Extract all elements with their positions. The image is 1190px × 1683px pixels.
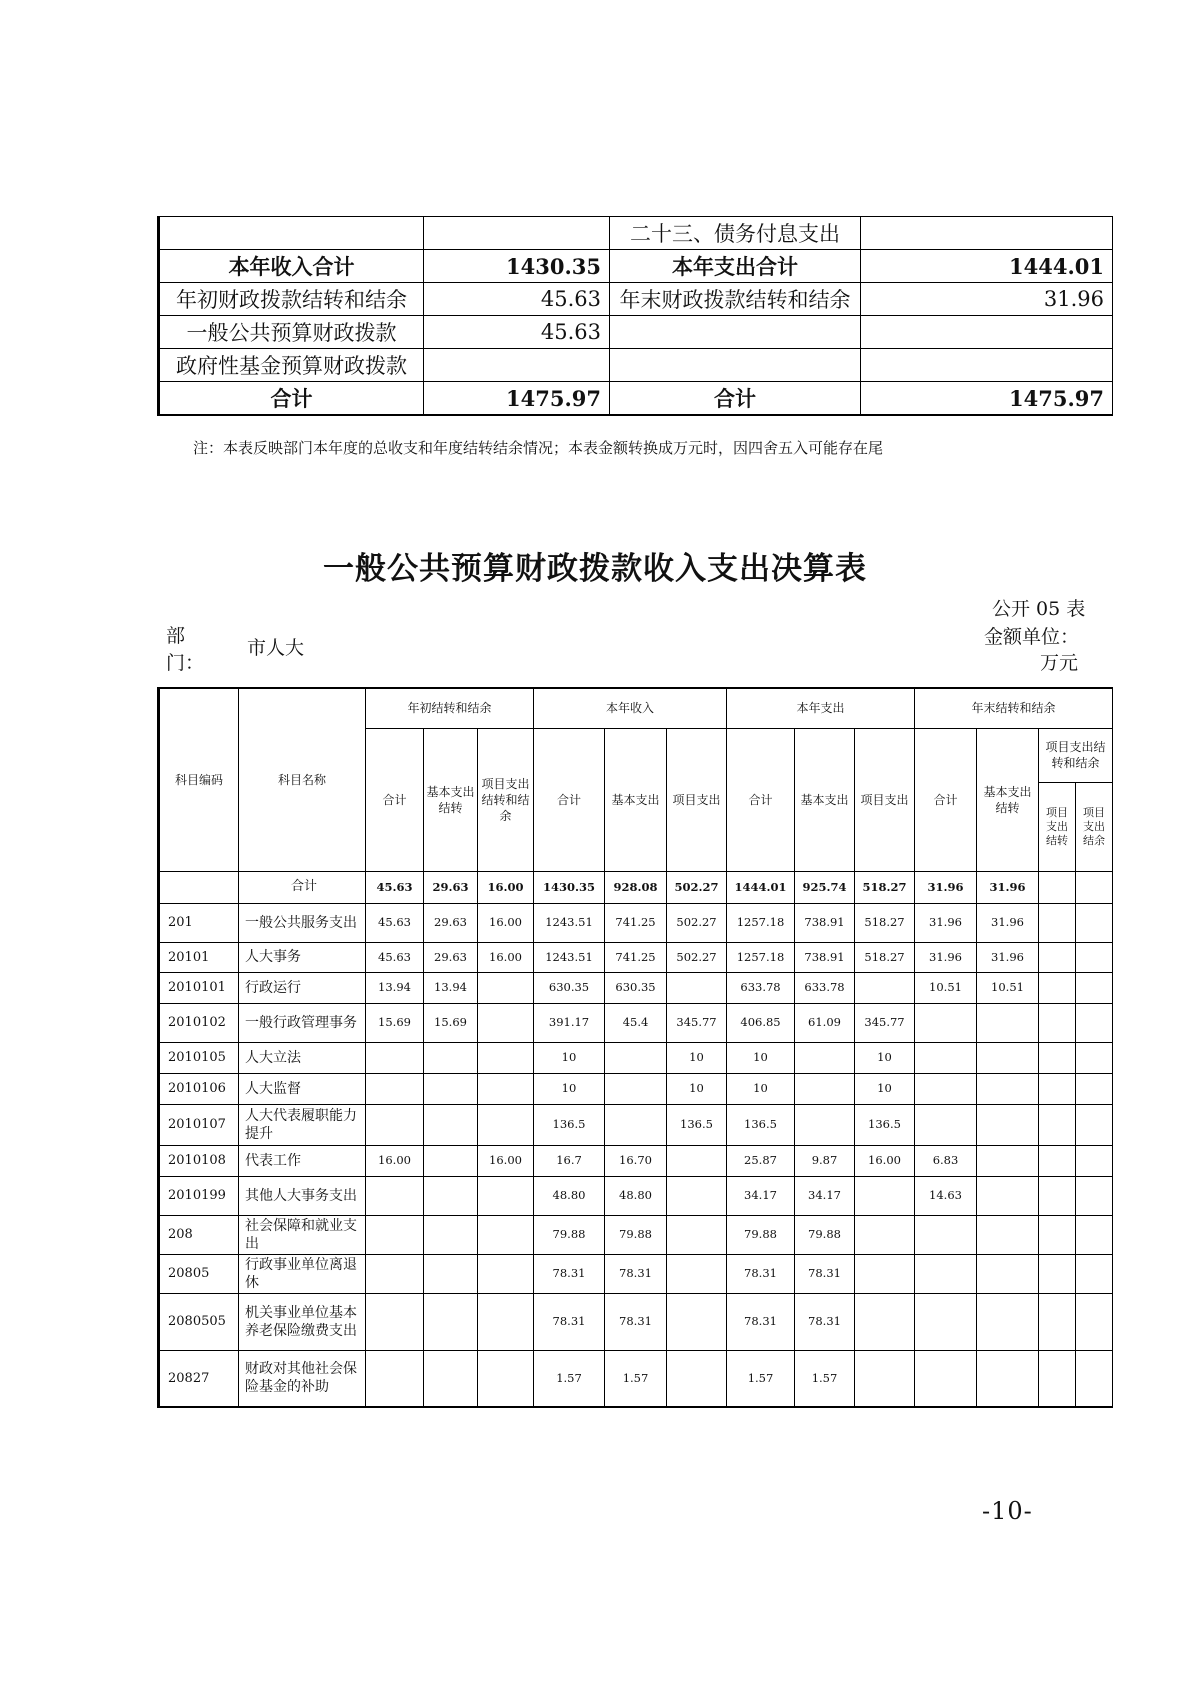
end-project-carry-cell bbox=[1039, 1042, 1076, 1073]
income-project-cell: 10 bbox=[667, 1073, 727, 1104]
end-project-carry-cell bbox=[1039, 1293, 1076, 1350]
header-expense: 本年支出 bbox=[727, 688, 915, 728]
end-basic-cell bbox=[977, 1176, 1039, 1215]
begin-project-cell bbox=[478, 1003, 534, 1042]
unit-label: 金额单位： bbox=[984, 626, 1080, 648]
begin-project-cell bbox=[478, 1350, 534, 1407]
expense-total-cell: 1444.01 bbox=[727, 871, 795, 903]
income-item-value bbox=[424, 217, 610, 250]
expense-project-cell: 10 bbox=[855, 1073, 915, 1104]
end-basic-cell bbox=[977, 1073, 1039, 1104]
subject-name: 人大代表履职能力提升 bbox=[239, 1104, 366, 1145]
expense-basic-cell: 78.31 bbox=[795, 1293, 855, 1350]
begin-basic-cell bbox=[424, 1104, 478, 1145]
begin-basic-cell bbox=[424, 1293, 478, 1350]
income-total-cell: 10 bbox=[534, 1042, 605, 1073]
income-basic-cell: 928.08 bbox=[605, 871, 667, 903]
subject-code: 2010199 bbox=[159, 1176, 239, 1215]
income-basic-cell: 78.31 bbox=[605, 1254, 667, 1293]
expense-project-cell: 345.77 bbox=[855, 1003, 915, 1042]
begin-total-cell: 13.94 bbox=[366, 972, 424, 1003]
end-basic-cell bbox=[977, 1350, 1039, 1407]
begin-project-cell bbox=[478, 1293, 534, 1350]
expense-project-cell bbox=[855, 1176, 915, 1215]
expense-item-value bbox=[861, 316, 1113, 349]
end-project-carry-cell bbox=[1039, 1215, 1076, 1254]
income-basic-cell: 630.35 bbox=[605, 972, 667, 1003]
header-end-basic: 基本支出结转 bbox=[977, 728, 1039, 871]
end-basic-cell bbox=[977, 1293, 1039, 1350]
end-project-carry-cell bbox=[1039, 1176, 1076, 1215]
income-basic-cell: 1.57 bbox=[605, 1350, 667, 1407]
end-project-surplus-cell bbox=[1076, 1293, 1113, 1350]
income-project-cell bbox=[667, 1176, 727, 1215]
expense-basic-cell: 34.17 bbox=[795, 1176, 855, 1215]
income-total-cell: 391.17 bbox=[534, 1003, 605, 1042]
income-basic-cell: 79.88 bbox=[605, 1215, 667, 1254]
income-project-cell: 502.27 bbox=[667, 903, 727, 942]
department-label-2: 门： bbox=[166, 652, 205, 674]
subject-name: 人大事务 bbox=[239, 942, 366, 972]
begin-basic-cell bbox=[424, 1350, 478, 1407]
begin-basic-cell: 15.69 bbox=[424, 1003, 478, 1042]
end-basic-cell bbox=[977, 1104, 1039, 1145]
end-project-surplus-cell bbox=[1076, 1003, 1113, 1042]
subject-name: 人大监督 bbox=[239, 1073, 366, 1104]
income-basic-cell: 45.4 bbox=[605, 1003, 667, 1042]
begin-basic-cell bbox=[424, 1176, 478, 1215]
end-total-cell: 10.51 bbox=[915, 972, 977, 1003]
end-project-carry-cell bbox=[1039, 1003, 1076, 1042]
expense-total-cell: 10 bbox=[727, 1073, 795, 1104]
expense-item-value bbox=[861, 217, 1113, 250]
table-row bbox=[159, 1176, 1113, 1215]
table-row bbox=[159, 942, 1113, 972]
end-project-carry-cell bbox=[1039, 1254, 1076, 1293]
header-income-basic: 基本支出 bbox=[605, 728, 667, 871]
table-row bbox=[159, 1215, 1113, 1254]
subject-name: 合计 bbox=[239, 871, 366, 903]
end-project-carry-cell bbox=[1039, 942, 1076, 972]
subject-code: 2010105 bbox=[159, 1042, 239, 1073]
end-project-carry-cell bbox=[1039, 972, 1076, 1003]
end-basic-cell: 31.96 bbox=[977, 942, 1039, 972]
unit-value: 万元 bbox=[1040, 652, 1079, 674]
begin-project-cell bbox=[478, 972, 534, 1003]
summary-row bbox=[159, 217, 1113, 250]
begin-total-cell bbox=[366, 1350, 424, 1407]
expense-project-cell: 16.00 bbox=[855, 1145, 915, 1176]
expense-total-cell: 633.78 bbox=[727, 972, 795, 1003]
end-basic-cell bbox=[977, 1042, 1039, 1073]
table-row bbox=[159, 1042, 1113, 1073]
expense-item-value: 31.96 bbox=[861, 283, 1113, 316]
end-basic-cell bbox=[977, 1003, 1039, 1042]
income-item-label: 本年收入合计 bbox=[159, 250, 424, 283]
income-project-cell bbox=[667, 1254, 727, 1293]
end-project-surplus-cell bbox=[1076, 1104, 1113, 1145]
end-project-carry-cell bbox=[1039, 1350, 1076, 1407]
end-basic-cell: 10.51 bbox=[977, 972, 1039, 1003]
subject-code: 20101 bbox=[159, 942, 239, 972]
summary-row bbox=[159, 382, 1113, 416]
expense-basic-cell: 633.78 bbox=[795, 972, 855, 1003]
expense-item-label bbox=[610, 349, 861, 382]
header-begin-balance: 年初结转和结余 bbox=[366, 688, 534, 728]
summary-row bbox=[159, 283, 1113, 316]
income-item-label: 一般公共预算财政拨款 bbox=[159, 316, 424, 349]
budget-table bbox=[157, 687, 1113, 1408]
end-total-cell bbox=[915, 1042, 977, 1073]
begin-total-cell bbox=[366, 1073, 424, 1104]
end-project-surplus-cell bbox=[1076, 1215, 1113, 1254]
expense-item-value bbox=[861, 349, 1113, 382]
expense-project-cell: 518.27 bbox=[855, 903, 915, 942]
expense-project-cell bbox=[855, 972, 915, 1003]
summary-row bbox=[159, 250, 1113, 283]
income-item-value: 45.63 bbox=[424, 316, 610, 349]
income-project-cell: 502.27 bbox=[667, 871, 727, 903]
income-total-cell: 1430.35 bbox=[534, 871, 605, 903]
income-basic-cell bbox=[605, 1042, 667, 1073]
begin-total-cell: 45.63 bbox=[366, 871, 424, 903]
income-project-cell: 502.27 bbox=[667, 942, 727, 972]
expense-item-label: 年末财政拨款结转和结余 bbox=[610, 283, 861, 316]
subject-name: 其他人大事务支出 bbox=[239, 1176, 366, 1215]
expense-basic-cell bbox=[795, 1104, 855, 1145]
header-begin-total: 合计 bbox=[366, 728, 424, 871]
income-total-cell: 1.57 bbox=[534, 1350, 605, 1407]
header-expense-project: 项目支出 bbox=[855, 728, 915, 871]
subject-name: 社会保障和就业支出 bbox=[239, 1215, 366, 1254]
department-name: 市人大 bbox=[247, 637, 305, 659]
income-basic-cell: 48.80 bbox=[605, 1176, 667, 1215]
expense-total-cell: 10 bbox=[727, 1042, 795, 1073]
end-total-cell bbox=[915, 1254, 977, 1293]
income-project-cell bbox=[667, 1145, 727, 1176]
subject-name: 行政运行 bbox=[239, 972, 366, 1003]
header-income-project: 项目支出 bbox=[667, 728, 727, 871]
begin-basic-cell bbox=[424, 1042, 478, 1073]
begin-basic-cell bbox=[424, 1254, 478, 1293]
begin-basic-cell: 29.63 bbox=[424, 942, 478, 972]
begin-total-cell bbox=[366, 1215, 424, 1254]
header-income: 本年收入 bbox=[534, 688, 727, 728]
end-total-cell bbox=[915, 1104, 977, 1145]
expense-project-cell bbox=[855, 1350, 915, 1407]
table-row bbox=[159, 1350, 1113, 1407]
expense-item-value: 1475.97 bbox=[861, 382, 1113, 416]
subject-name: 一般行政管理事务 bbox=[239, 1003, 366, 1042]
end-project-surplus-cell bbox=[1076, 1042, 1113, 1073]
subject-code bbox=[159, 871, 239, 903]
income-item-label: 合计 bbox=[159, 382, 424, 416]
table-row bbox=[159, 1003, 1113, 1042]
expense-basic-cell: 9.87 bbox=[795, 1145, 855, 1176]
table-row bbox=[159, 1293, 1113, 1350]
department-label-1: 部 bbox=[166, 625, 186, 647]
end-project-surplus-cell bbox=[1076, 1145, 1113, 1176]
end-project-surplus-cell bbox=[1076, 942, 1113, 972]
income-total-cell: 1243.51 bbox=[534, 903, 605, 942]
subject-code: 20805 bbox=[159, 1254, 239, 1293]
expense-project-cell: 10 bbox=[855, 1042, 915, 1073]
header-expense-total: 合计 bbox=[727, 728, 795, 871]
subject-code: 201 bbox=[159, 903, 239, 942]
end-project-carry-cell bbox=[1039, 871, 1076, 903]
header-end-project: 项目支出结转和结余 bbox=[1039, 728, 1113, 782]
end-basic-cell: 31.96 bbox=[977, 871, 1039, 903]
table-note: 注：本表反映部门本年度的总收支和年度结转结余情况；本表金额转换成万元时，因四舍五入可能存在尾 bbox=[193, 439, 884, 457]
begin-project-cell: 16.00 bbox=[478, 871, 534, 903]
income-basic-cell: 741.25 bbox=[605, 942, 667, 972]
header-end-project-surplus: 项目支出结余 bbox=[1076, 782, 1113, 871]
header-begin-basic: 基本支出结转 bbox=[424, 728, 478, 871]
end-project-surplus-cell bbox=[1076, 1073, 1113, 1104]
subject-name: 一般公共服务支出 bbox=[239, 903, 366, 942]
expense-total-cell: 25.87 bbox=[727, 1145, 795, 1176]
begin-basic-cell: 29.63 bbox=[424, 871, 478, 903]
begin-total-cell bbox=[366, 1293, 424, 1350]
begin-total-cell bbox=[366, 1254, 424, 1293]
expense-basic-cell: 925.74 bbox=[795, 871, 855, 903]
table-number: 公开 05 表 bbox=[992, 598, 1086, 620]
expense-total-cell: 406.85 bbox=[727, 1003, 795, 1042]
summary-table bbox=[157, 216, 1113, 416]
end-basic-cell bbox=[977, 1254, 1039, 1293]
expense-total-cell: 79.88 bbox=[727, 1215, 795, 1254]
income-total-cell: 78.31 bbox=[534, 1254, 605, 1293]
header-income-total: 合计 bbox=[534, 728, 605, 871]
income-total-cell: 10 bbox=[534, 1073, 605, 1104]
end-total-cell bbox=[915, 1350, 977, 1407]
table-row bbox=[159, 871, 1113, 903]
end-basic-cell bbox=[977, 1215, 1039, 1254]
subject-name: 行政事业单位离退休 bbox=[239, 1254, 366, 1293]
income-item-value: 1475.97 bbox=[424, 382, 610, 416]
expense-basic-cell: 738.91 bbox=[795, 942, 855, 972]
begin-total-cell: 45.63 bbox=[366, 942, 424, 972]
end-project-carry-cell bbox=[1039, 1073, 1076, 1104]
begin-total-cell bbox=[366, 1176, 424, 1215]
header-end-total: 合计 bbox=[915, 728, 977, 871]
expense-basic-cell bbox=[795, 1073, 855, 1104]
end-project-carry-cell bbox=[1039, 1104, 1076, 1145]
begin-project-cell: 16.00 bbox=[478, 942, 534, 972]
header-end-project-carry: 项目支出结转 bbox=[1039, 782, 1076, 871]
end-basic-cell bbox=[977, 1145, 1039, 1176]
begin-basic-cell bbox=[424, 1073, 478, 1104]
expense-total-cell: 78.31 bbox=[727, 1293, 795, 1350]
begin-basic-cell bbox=[424, 1215, 478, 1254]
subject-name: 代表工作 bbox=[239, 1145, 366, 1176]
expense-item-label: 二十三、债务付息支出 bbox=[610, 217, 861, 250]
income-total-cell: 136.5 bbox=[534, 1104, 605, 1145]
income-basic-cell: 741.25 bbox=[605, 903, 667, 942]
page-title: 一般公共预算财政拨款收入支出决算表 bbox=[323, 551, 867, 587]
expense-total-cell: 1257.18 bbox=[727, 903, 795, 942]
income-total-cell: 1243.51 bbox=[534, 942, 605, 972]
summary-row bbox=[159, 349, 1113, 382]
end-project-surplus-cell bbox=[1076, 1254, 1113, 1293]
expense-item-label: 合计 bbox=[610, 382, 861, 416]
expense-total-cell: 1257.18 bbox=[727, 942, 795, 972]
end-total-cell: 6.83 bbox=[915, 1145, 977, 1176]
expense-project-cell: 518.27 bbox=[855, 942, 915, 972]
expense-basic-cell bbox=[795, 1042, 855, 1073]
subject-name: 机关事业单位基本养老保险缴费支出 bbox=[239, 1293, 366, 1350]
expense-total-cell: 136.5 bbox=[727, 1104, 795, 1145]
income-item-label bbox=[159, 217, 424, 250]
end-project-surplus-cell bbox=[1076, 1176, 1113, 1215]
end-total-cell bbox=[915, 1003, 977, 1042]
income-project-cell: 136.5 bbox=[667, 1104, 727, 1145]
income-project-cell: 345.77 bbox=[667, 1003, 727, 1042]
end-project-surplus-cell bbox=[1076, 1350, 1113, 1407]
expense-item-label: 本年支出合计 bbox=[610, 250, 861, 283]
income-basic-cell: 78.31 bbox=[605, 1293, 667, 1350]
begin-total-cell: 15.69 bbox=[366, 1003, 424, 1042]
income-project-cell: 10 bbox=[667, 1042, 727, 1073]
income-item-value bbox=[424, 349, 610, 382]
expense-basic-cell: 61.09 bbox=[795, 1003, 855, 1042]
begin-project-cell bbox=[478, 1104, 534, 1145]
income-basic-cell bbox=[605, 1073, 667, 1104]
income-project-cell bbox=[667, 1215, 727, 1254]
expense-total-cell: 1.57 bbox=[727, 1350, 795, 1407]
expense-basic-cell: 738.91 bbox=[795, 903, 855, 942]
income-project-cell bbox=[667, 1293, 727, 1350]
expense-project-cell: 136.5 bbox=[855, 1104, 915, 1145]
subject-code: 20827 bbox=[159, 1350, 239, 1407]
table-row bbox=[159, 1104, 1113, 1145]
subject-name: 人大立法 bbox=[239, 1042, 366, 1073]
begin-project-cell: 16.00 bbox=[478, 903, 534, 942]
expense-project-cell bbox=[855, 1215, 915, 1254]
income-total-cell: 630.35 bbox=[534, 972, 605, 1003]
expense-item-value: 1444.01 bbox=[861, 250, 1113, 283]
end-total-cell bbox=[915, 1073, 977, 1104]
table-row bbox=[159, 1145, 1113, 1176]
begin-project-cell bbox=[478, 1254, 534, 1293]
begin-project-cell: 16.00 bbox=[478, 1145, 534, 1176]
begin-basic-cell: 29.63 bbox=[424, 903, 478, 942]
table-row bbox=[159, 1073, 1113, 1104]
begin-basic-cell bbox=[424, 1145, 478, 1176]
expense-basic-cell: 78.31 bbox=[795, 1254, 855, 1293]
end-total-cell: 31.96 bbox=[915, 871, 977, 903]
begin-project-cell bbox=[478, 1176, 534, 1215]
end-project-surplus-cell bbox=[1076, 972, 1113, 1003]
end-total-cell: 31.96 bbox=[915, 942, 977, 972]
income-item-value: 1430.35 bbox=[424, 250, 610, 283]
summary-row bbox=[159, 316, 1113, 349]
subject-code: 2010107 bbox=[159, 1104, 239, 1145]
income-basic-cell bbox=[605, 1104, 667, 1145]
expense-total-cell: 78.31 bbox=[727, 1254, 795, 1293]
end-total-cell bbox=[915, 1215, 977, 1254]
subject-code: 2080505 bbox=[159, 1293, 239, 1350]
begin-project-cell bbox=[478, 1042, 534, 1073]
income-item-label: 政府性基金预算财政拨款 bbox=[159, 349, 424, 382]
income-total-cell: 78.31 bbox=[534, 1293, 605, 1350]
expense-project-cell bbox=[855, 1254, 915, 1293]
end-total-cell: 14.63 bbox=[915, 1176, 977, 1215]
begin-total-cell: 45.63 bbox=[366, 903, 424, 942]
begin-total-cell: 16.00 bbox=[366, 1145, 424, 1176]
end-project-surplus-cell bbox=[1076, 903, 1113, 942]
subject-code: 208 bbox=[159, 1215, 239, 1254]
income-total-cell: 48.80 bbox=[534, 1176, 605, 1215]
end-total-cell: 31.96 bbox=[915, 903, 977, 942]
end-basic-cell: 31.96 bbox=[977, 903, 1039, 942]
header-end-balance: 年末结转和结余 bbox=[915, 688, 1113, 728]
header-expense-basic: 基本支出 bbox=[795, 728, 855, 871]
subject-code: 2010108 bbox=[159, 1145, 239, 1176]
table-row bbox=[159, 1254, 1113, 1293]
expense-project-cell bbox=[855, 1293, 915, 1350]
subject-code: 2010102 bbox=[159, 1003, 239, 1042]
begin-total-cell bbox=[366, 1042, 424, 1073]
income-item-value: 45.63 bbox=[424, 283, 610, 316]
income-item-label: 年初财政拨款结转和结余 bbox=[159, 283, 424, 316]
income-basic-cell: 16.70 bbox=[605, 1145, 667, 1176]
expense-item-label bbox=[610, 316, 861, 349]
page-number: -10- bbox=[982, 1497, 1033, 1525]
end-project-carry-cell bbox=[1039, 1145, 1076, 1176]
begin-total-cell bbox=[366, 1104, 424, 1145]
expense-total-cell: 34.17 bbox=[727, 1176, 795, 1215]
subject-code: 2010106 bbox=[159, 1073, 239, 1104]
subject-code: 2010101 bbox=[159, 972, 239, 1003]
table-row bbox=[159, 972, 1113, 1003]
income-project-cell bbox=[667, 972, 727, 1003]
end-total-cell bbox=[915, 1293, 977, 1350]
expense-basic-cell: 1.57 bbox=[795, 1350, 855, 1407]
begin-project-cell bbox=[478, 1073, 534, 1104]
income-total-cell: 16.7 bbox=[534, 1145, 605, 1176]
subject-name: 财政对其他社会保险基金的补助 bbox=[239, 1350, 366, 1407]
end-project-carry-cell bbox=[1039, 903, 1076, 942]
header-name: 科目名称 bbox=[239, 688, 366, 871]
expense-basic-cell: 79.88 bbox=[795, 1215, 855, 1254]
income-project-cell bbox=[667, 1350, 727, 1407]
header-code: 科目编码 bbox=[159, 688, 239, 871]
table-row bbox=[159, 903, 1113, 942]
expense-project-cell: 518.27 bbox=[855, 871, 915, 903]
income-total-cell: 79.88 bbox=[534, 1215, 605, 1254]
end-project-surplus-cell bbox=[1076, 871, 1113, 903]
header-begin-project: 项目支出结转和结余 bbox=[478, 728, 534, 871]
begin-project-cell bbox=[478, 1215, 534, 1254]
begin-basic-cell: 13.94 bbox=[424, 972, 478, 1003]
